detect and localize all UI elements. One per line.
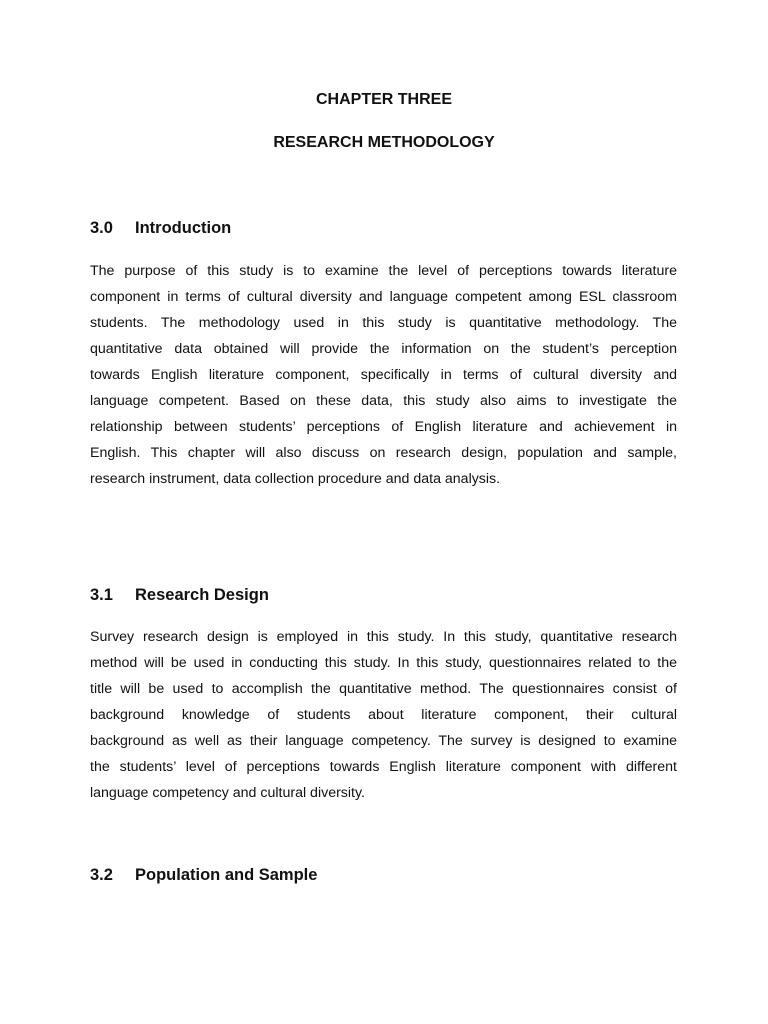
section-title: Population and Sample [135, 866, 318, 884]
paragraph-line: Survey research design is employed in this study. In this study, quantitative research [90, 629, 677, 645]
paragraph-line: background as well as their language competency. The survey is designed to examine [90, 733, 677, 749]
section-heading-research-design [90, 586, 269, 605]
paragraph-line: quantitative data obtained will provide the information on the student’s perception [90, 341, 677, 357]
paragraph-line: method will be used in conducting this study. In this study, questionnaires related to the [90, 655, 677, 671]
section-number: 3.0 [90, 219, 113, 237]
section-heading-introduction [90, 219, 231, 238]
paragraph-line: language competency and cultural diversity. [90, 785, 365, 801]
paragraph-line: language competent. Based on these data, this study also aims to investigate the [90, 393, 677, 409]
paragraph-line: the students’ level of perceptions towards English literature component with different [90, 759, 677, 775]
paragraph-line: title will be used to accomplish the quantitative method. The questionnaires consist of [90, 681, 677, 697]
section-title: Research Design [135, 586, 269, 604]
paragraph-line: The purpose of this study is to examine the level of perceptions towards literature [90, 263, 677, 279]
chapter-title: CHAPTER THREE [315, 91, 452, 108]
section-title: Introduction [135, 219, 232, 237]
paragraph-line: research instrument, data collection procedure and data analysis. [90, 471, 501, 487]
paragraph-line: towards English literature component, specifically in terms of cultural diversity and [90, 367, 677, 383]
paragraph-line: background knowledge of students about literature component, their cultural [90, 707, 677, 723]
section-number: 3.1 [90, 586, 113, 604]
paragraph-line: English. This chapter will also discuss on research design, population and sample, [90, 445, 677, 461]
paragraph-line: component in terms of cultural diversity and language competent among ESL classroom [90, 289, 677, 305]
paragraph-line: students. The methodology used in this study is quantitative methodology. The [90, 315, 677, 331]
paragraph-research-design [90, 624, 677, 806]
paragraph-line: relationship between students’ perceptions of English literature and achievement in [90, 419, 677, 435]
section-heading-population-and-sample [90, 866, 317, 885]
section-number: 3.2 [90, 866, 113, 884]
paragraph-introduction [90, 258, 677, 492]
chapter-subtitle: RESEARCH METHODOLOGY [273, 134, 495, 151]
